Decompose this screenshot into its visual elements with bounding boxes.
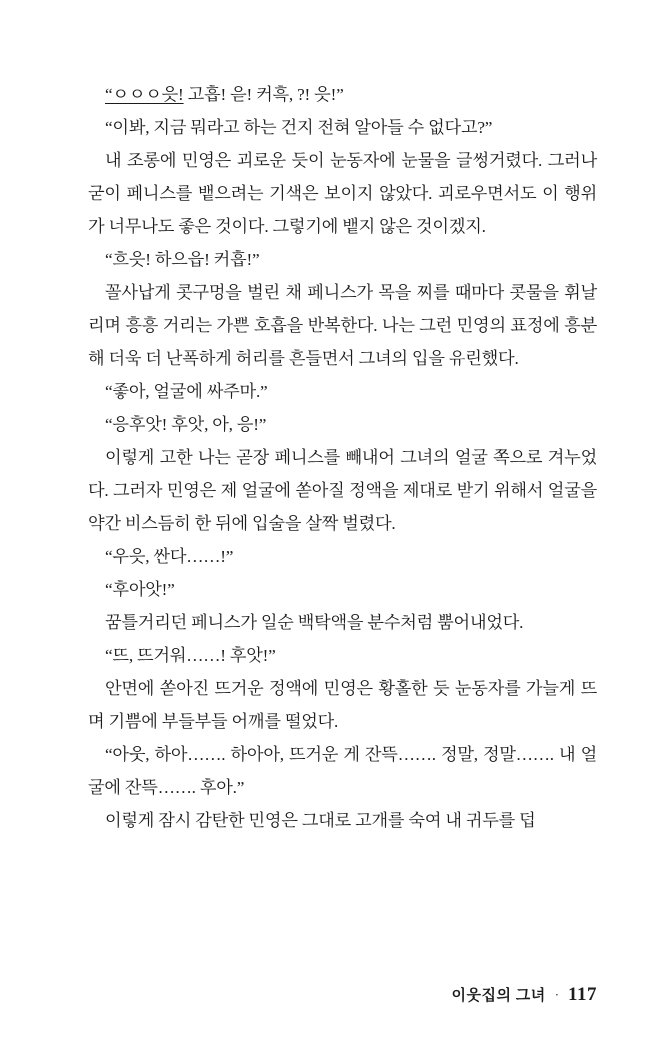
paragraph-8: 이렇게 고한 나는 곧장 페니스를 빼내어 그녀의 얼굴 쪽으로 겨누었다. 그러자 민영은 제 얼굴에 쏟아질 정액을 제대로 받기 위해서 얼굴을 약간 비스듬히 한 뒤에 입술을 살짝 벌렸다. — [88, 448, 597, 534]
paragraph-1-rest: 고흡! 읃! 커흑, ?! 읏!” — [183, 85, 344, 104]
footer-separator: · — [554, 987, 560, 1002]
paragraph-10: “후아앗!” — [105, 580, 175, 600]
paragraph-12: “뜨, 뜨거워……! 후앗!” — [105, 646, 276, 666]
page-body — [88, 78, 597, 837]
page-footer — [452, 984, 598, 1006]
footer-book-title: 이웃집의 그녀 — [451, 988, 546, 1004]
footer-page-number: 117 — [568, 984, 597, 1005]
paragraph-6: “좋아, 얼굴에 싸주마.” — [105, 382, 268, 402]
paragraph-4: “흐읏! 하으읍! 커흡!” — [105, 250, 260, 270]
paragraph-14: “아웃, 하아……. 하아아, 뜨거운 게 잔뜩……. 정말, 정말……. 내 얼굴에 잔뜩……. 후아.” — [88, 745, 597, 798]
paragraph-7: “응후앗! 후앗, 아, 응!” — [105, 415, 267, 435]
paragraph-2: “이봐, 지금 뭐라고 하는 건지 전혀 알아들 수 없다고?” — [105, 118, 493, 138]
paragraph-1-underlined: “ㅇㅇㅇ읏! — [105, 85, 184, 104]
paragraph-1 — [88, 78, 597, 111]
paragraph-9: “우읏, 싼다……!” — [105, 547, 234, 567]
paragraph-15: 이렇게 잠시 감탄한 민영은 그대로 고개를 숙여 내 귀두를 덥 — [105, 811, 536, 831]
paragraph-11: 꿈틀거리던 페니스가 일순 백탁액을 분수처럼 뿜어내었다. — [105, 613, 524, 633]
paragraph-13: 안면에 쏟아진 뜨거운 정액에 민영은 황홀한 듯 눈동자를 가늘게 뜨며 기쁨에 부들부들 어깨를 떨었다. — [88, 679, 597, 732]
paragraph-3: 내 조롱에 민영은 괴로운 듯이 눈동자에 눈물을 글썽거렸다. 그러나 굳이 페니스를 뱉으려는 기색은 보이지 않았다. 괴로우면서도 이 행위가 너무나도 좋은 것이다. 그렇기에 뱉지 않은 것이겠지. — [88, 151, 597, 237]
paragraph-5: 꼴사납게 콧구멍을 벌린 채 페니스가 목을 찌를 때마다 콧물을 휘날리며 흥흥 거리는 가쁜 호흡을 반복한다. 나는 그런 민영의 표정에 흥분해 더욱 더 난폭하게 허리를 흔들면서 그녀의 입을 유린했다. — [88, 283, 597, 369]
